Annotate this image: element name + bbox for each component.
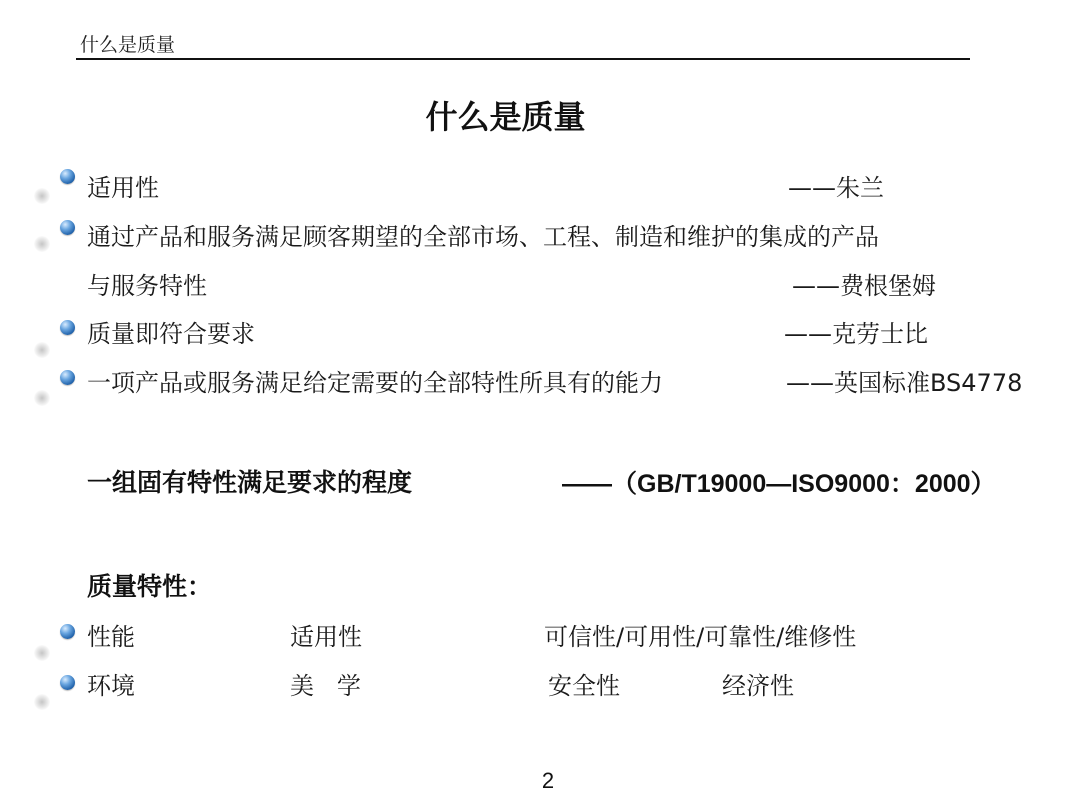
definition-continuation: 与服务特性: [87, 272, 207, 300]
standard-definition-text: 一组固有特性满足要求的程度: [87, 468, 413, 497]
definition-source: ——英国标准BS4778: [786, 369, 1023, 397]
bullet-icon: [60, 169, 75, 184]
slide-title: 什么是质量: [425, 98, 586, 136]
characteristic-item: 经济性: [722, 672, 794, 700]
bullet-icon: [60, 370, 75, 385]
page-number: 2: [541, 768, 555, 793]
characteristics-heading: 质量特性：: [87, 572, 213, 601]
bullet-shadow-icon: [34, 236, 50, 252]
slide-header: 什么是质量: [80, 34, 176, 56]
bullet-shadow-icon: [34, 390, 50, 406]
definition-source: ——克劳士比: [784, 320, 928, 348]
bullet-icon: [60, 220, 75, 235]
characteristic-item: 安全性: [548, 672, 620, 700]
characteristic-item: 性能: [87, 623, 135, 651]
definition-text: 适用性: [87, 174, 159, 202]
bullet-shadow-icon: [34, 645, 50, 661]
definition-source: ——朱兰: [788, 174, 884, 202]
standard-definition-source: ——（GB/T19000—ISO9000：2000）: [562, 470, 996, 498]
bullet-icon: [60, 320, 75, 335]
header-divider: [76, 58, 970, 60]
characteristic-item: 适用性: [290, 623, 362, 651]
definition-text: 质量即符合要求: [87, 320, 255, 348]
bullet-shadow-icon: [34, 188, 50, 204]
bullet-icon: [60, 675, 75, 690]
characteristic-item: 可信性/可用性/可靠性/维修性: [544, 623, 857, 651]
bullet-shadow-icon: [34, 694, 50, 710]
definition-source: ——费根堡姆: [792, 272, 936, 300]
characteristic-item: 美 学: [290, 672, 361, 700]
definition-text: 一项产品或服务满足给定需要的全部特性所具有的能力: [87, 369, 663, 397]
characteristic-item: 环境: [87, 672, 135, 700]
bullet-icon: [60, 624, 75, 639]
definition-text: 通过产品和服务满足顾客期望的全部市场、工程、制造和维护的集成的产品: [87, 223, 879, 251]
bullet-shadow-icon: [34, 342, 50, 358]
